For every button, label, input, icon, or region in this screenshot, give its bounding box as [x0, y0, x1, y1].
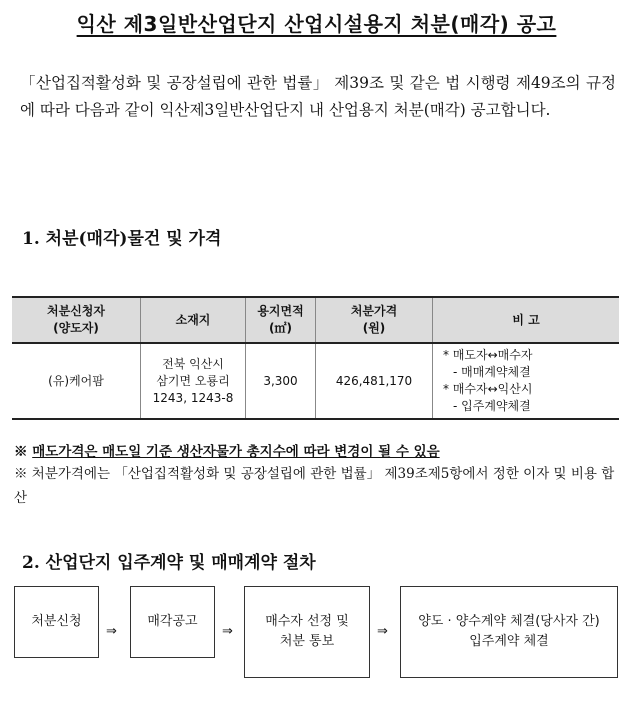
col-price-header	[316, 297, 433, 343]
header-text: 처분신청자 (양도자)	[47, 304, 105, 335]
flow-step-label: 처분신청	[31, 614, 82, 629]
header-text: 용지면적 (㎡)	[257, 304, 304, 335]
flow-step-announcement	[130, 586, 215, 658]
flow-arrow-icon: ⇒	[377, 624, 388, 639]
header-text: 처분가격 (원)	[350, 304, 398, 335]
flow-step-label: 매각공고	[147, 614, 198, 629]
note-line: - 입주계약체결	[453, 399, 531, 413]
section1-heading: 1. 처분(매각)물건 및 가격	[22, 229, 222, 249]
header-text: 비 고	[512, 312, 540, 327]
note-line: * 매수자↔익산시	[443, 382, 533, 396]
section2-heading: 2. 산업단지 입주계약 및 매매계약 절차	[22, 553, 316, 573]
col-applicant-header	[12, 297, 141, 343]
page-title: 익산 제3일반산업단지 산업시설용지 처분(매각) 공고	[76, 12, 557, 36]
flow-step-label: 양도 · 양수계약 체결(당사자 간) 입주계약 체결	[418, 614, 600, 649]
note-mark: ※	[14, 466, 28, 482]
note-price-change	[14, 440, 622, 460]
cell-price: 426,481,170	[316, 343, 433, 419]
note-text: 매도가격은 매도일 기준 생산자물가 총지수에 따라 변경이 될 수 있음	[32, 444, 440, 460]
col-notes-header	[433, 297, 620, 343]
note-line: * 매도자↔매수자	[443, 348, 533, 362]
col-area-header	[246, 297, 316, 343]
flow-arrow-icon: ⇒	[106, 624, 117, 639]
cell-applicant: (유)케어팜	[12, 343, 141, 419]
flow-arrow-icon: ⇒	[222, 624, 233, 639]
flow-step-label: 매수자 선정 및 처분 통보	[265, 614, 349, 649]
cell-area: 3,300	[246, 343, 316, 419]
flow-step-application	[14, 586, 99, 658]
flow-step-contract	[400, 586, 618, 678]
disposal-table	[12, 296, 619, 420]
table-row	[12, 343, 619, 419]
note-line: - 매매계약체결	[453, 365, 531, 379]
note-mark: ※	[14, 444, 28, 460]
header-text: 소재지	[175, 312, 211, 327]
note-price-composition	[14, 462, 622, 510]
flow-step-selection	[244, 586, 370, 678]
col-location-header	[141, 297, 246, 343]
cell-notes	[433, 343, 620, 419]
note-text: 처분가격에는 「산업집적활성화 및 공장설립에 관한 법률」 제39조제5항에서 정한 이자 및 비용 합산	[14, 466, 615, 506]
cell-location: 전북 익산시 삼기면 오룡리 1243, 1243-8	[141, 343, 246, 419]
intro-paragraph: 「산업집적활성화 및 공장설립에 관한 법률」 제39조 및 같은 법 시행령 제49조의 규정에 따라 다음과 같이 익산제3일반산업단지 내 산업용지 처분(매각) 공고합니다.	[20, 74, 616, 119]
table-header-row	[12, 297, 619, 343]
